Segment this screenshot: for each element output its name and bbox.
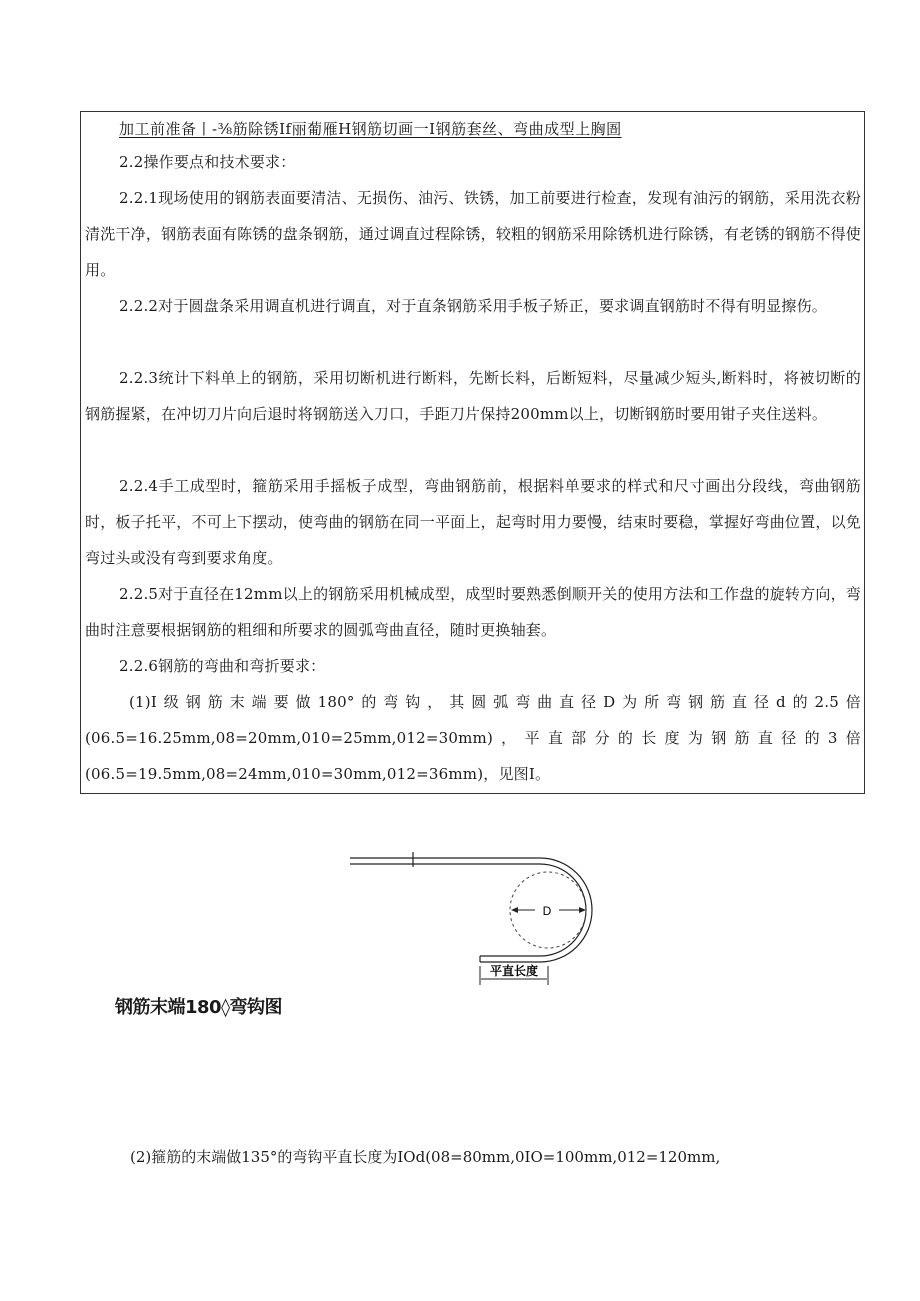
figure-caption: 钢筋末端180◊弯钩图 (115, 997, 282, 1018)
paragraph-2-2-6-item-1: (1)I级钢筋末端要做180°的弯钩，其圆弧弯曲直径D为所弯钢筋直径d的2.5倍(06.5=16.25mm,08=20mm,010=25mm,012=30mm)，平直部分的长度为钢筋直径的3倍(06.5=19.5mm,08=24mm,010=30mm,012=36mm)，见图I。 (85, 693, 861, 783)
d-arrow-left (511, 907, 518, 913)
section-title: 2.2操作要点和技术要求： (119, 153, 296, 171)
paragraph-2-2-5: 2.2.5对于直径在12mm以上的钢筋采用机械成型，成型时要熟悉倒顺开关的使用方法和工作盘的旋转方向，弯曲时注意要根据钢筋的粗细和所要求的圆弧弯曲直径，随时更换轴套。 (85, 585, 861, 639)
straight-length-label: 平直长度 (489, 964, 539, 978)
content-table (80, 111, 865, 794)
d-label: D (542, 904, 552, 918)
paragraph-2-2-1: 2.2.1现场使用的钢筋表面要清洁、无损伤、油污、铁锈，加工前要进行检查，发现有油污的钢筋，采用洗衣粉清洗干净，钢筋表面有陈锈的盘条钢筋，通过调直过程除锈，较粗的钢筋采用除锈机进行除锈，有老锈的钢筋不得使用。 (85, 189, 861, 279)
paragraph-2-2-6: 2.2.6钢筋的弯曲和弯折要求： (119, 657, 326, 675)
paragraph-2-2-4: 2.2.4手工成型时，箍筋采用手摇板子成型，弯曲钢筋前，根据料单要求的样式和尺寸画出分段线，弯曲钢筋时，板子托平，不可上下摆动，使弯曲的钢筋在同一平面上，起弯时用力要慢，结束时要稳，掌握好弯曲位置，以免弯过头或没有弯到要求角度。 (85, 477, 861, 567)
paragraph-2-2-2: 2.2.2对于圆盘条采用调直机进行调直，对于直条钢筋采用手板子矫正，要求调直钢筋时不得有明显擦伤。 (119, 297, 827, 315)
d-arrow-right (579, 907, 586, 913)
process-flow-line: 加工前准备丨-⅜筋除锈If丽葡雁H钢筋切画一I钢筋套丝、弯曲成型上胸圄 (119, 120, 622, 138)
paragraph-2-2-3: 2.2.3统计下料单上的钢筋，采用切断机进行断料，先断长料，后断短料，尽量减少短头,断料时，将被切断的钢筋握紧，在冲切刀片向后退时将钢筋送入刀口，手距刀片保持200mm以上，切断钢筋时要用钳子夹住送料。 (85, 369, 861, 423)
item-2-text: (2)箍筋的末端做135°的弯钩平直长度为IOd(08=80mm,0IO=100mm,012=120mm, (130, 1148, 721, 1166)
hook-diagram (345, 845, 605, 985)
